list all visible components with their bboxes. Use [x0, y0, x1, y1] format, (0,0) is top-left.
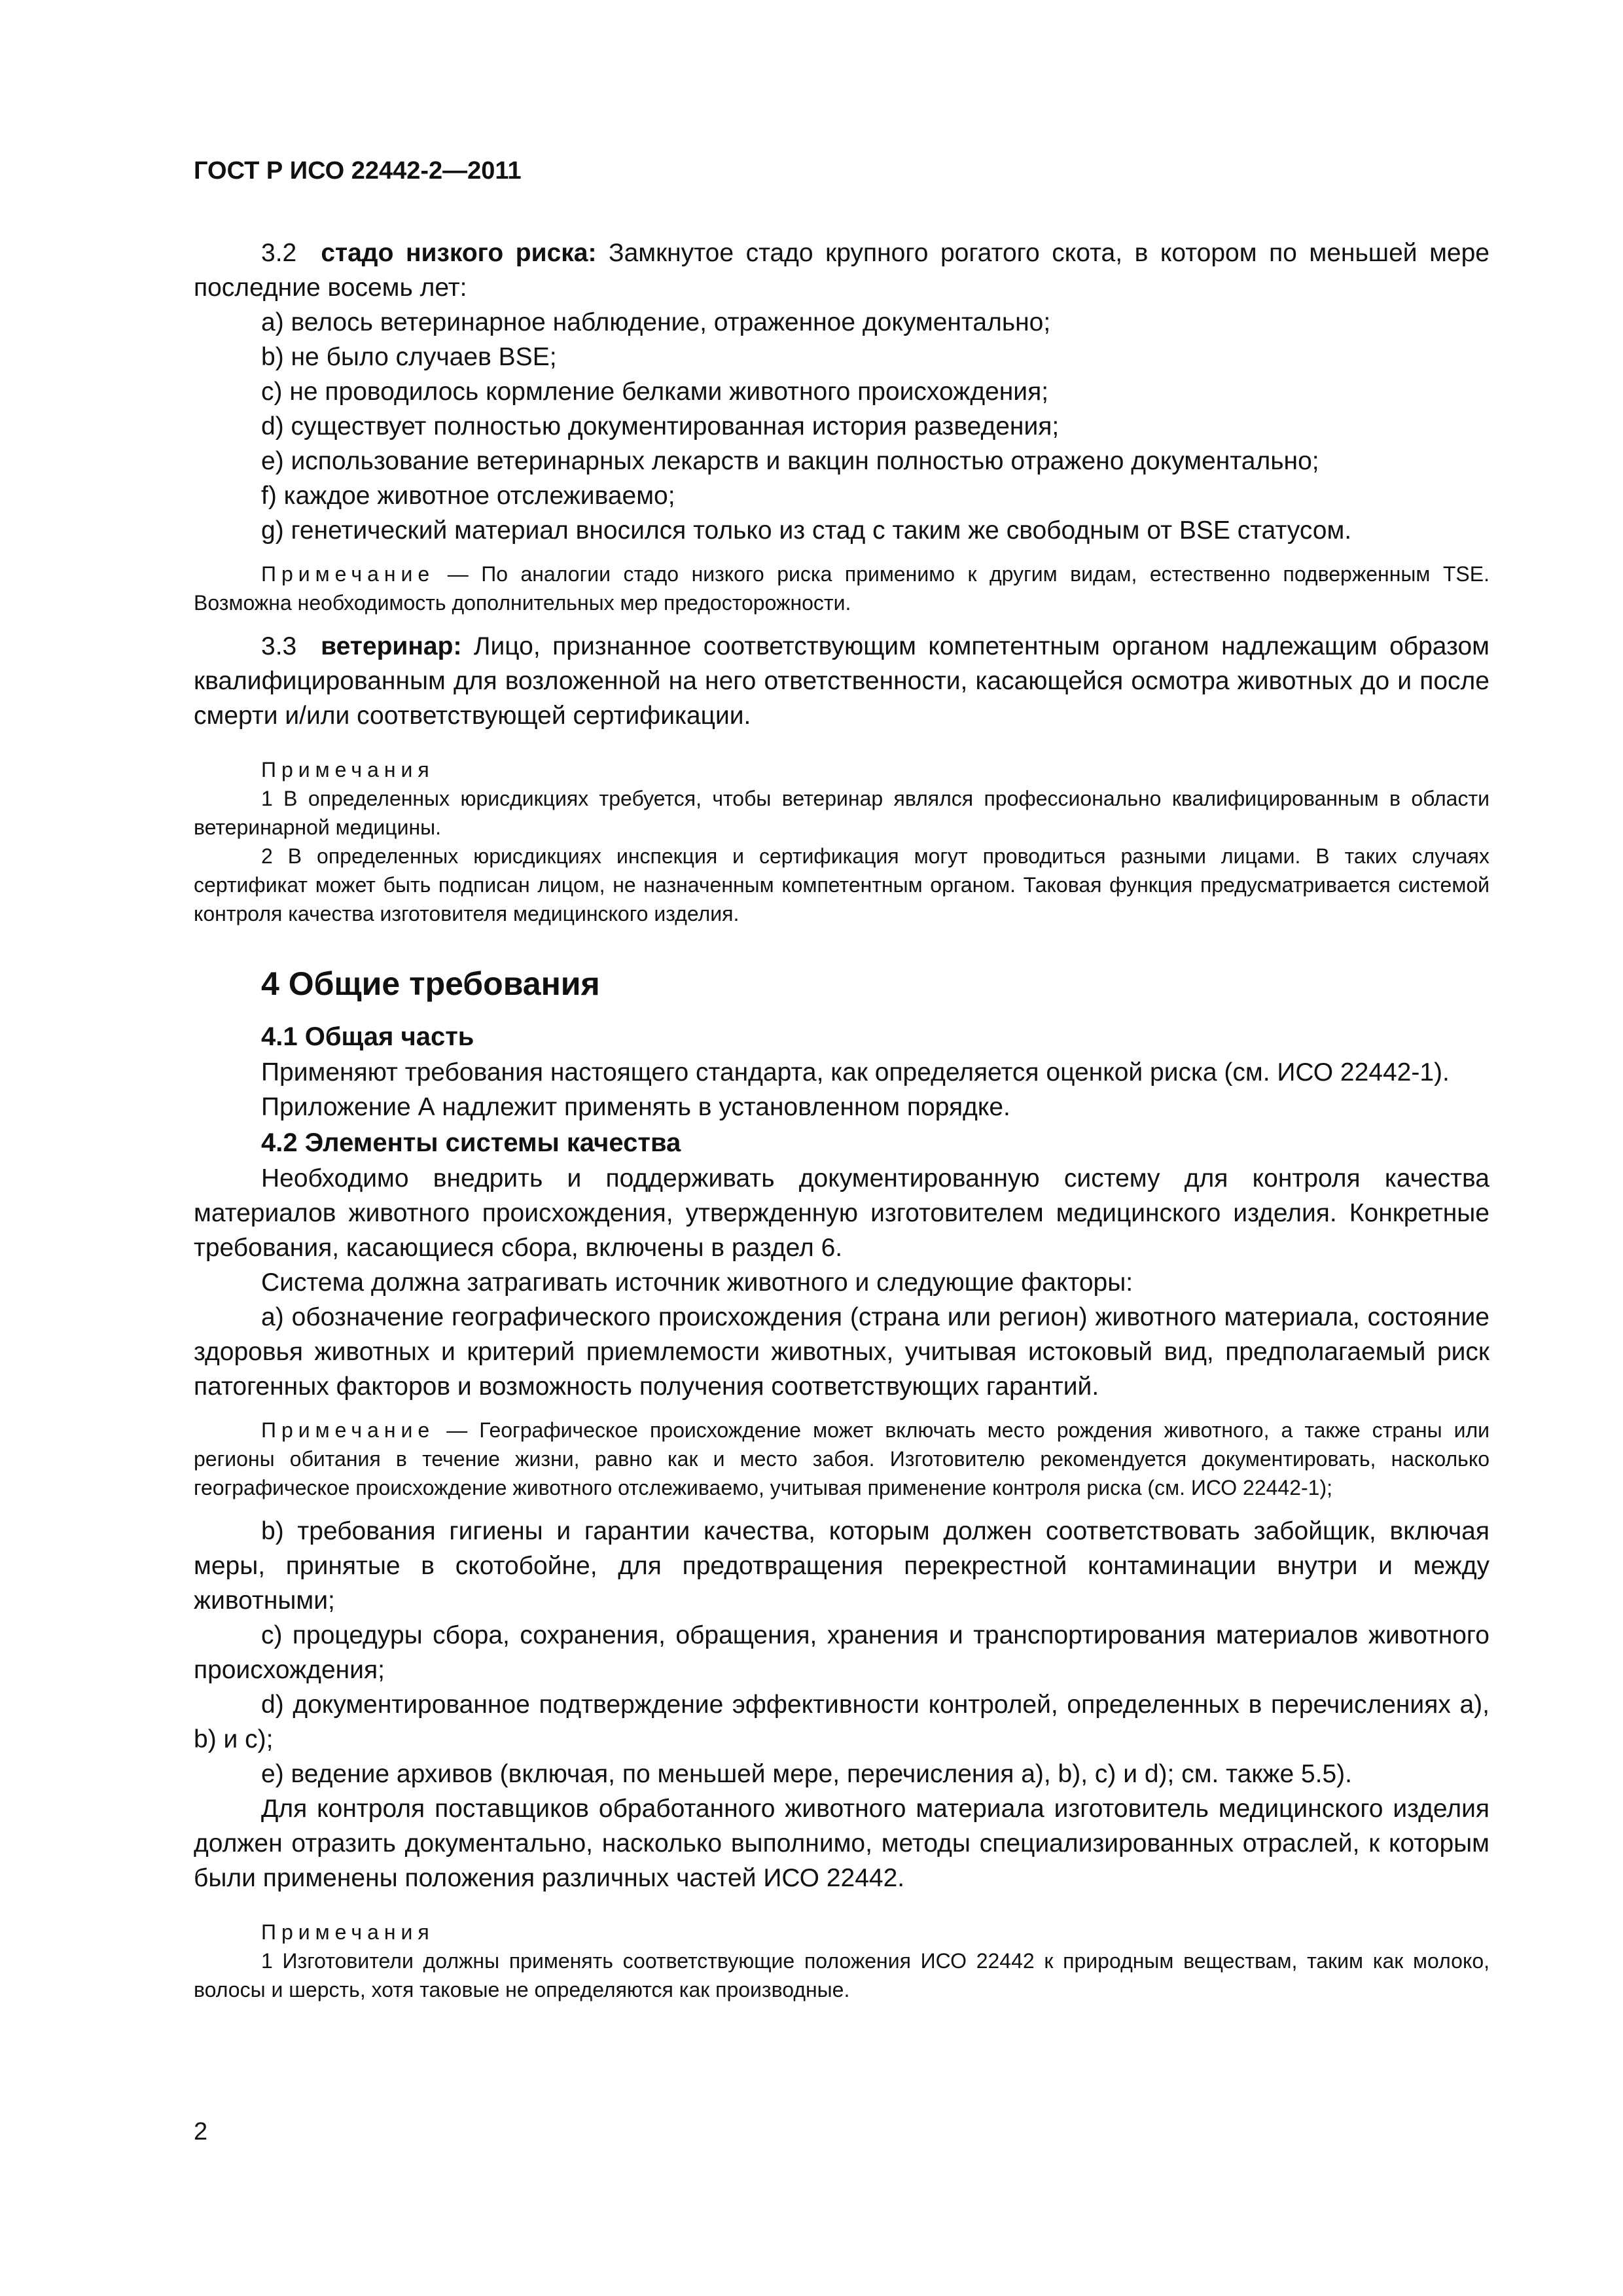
definition-3-2 — [194, 236, 1489, 305]
list-item: b) требования гигиены и гарантии качества, которым должен соответствовать забойщик, включая меры, принятые в скотобойне, для предотвращения перекрестной контаминации внутри и между животными; — [194, 1517, 1489, 1615]
document-body — [194, 236, 1489, 2004]
note-4-2 — [194, 1416, 1489, 1502]
list-item: c) процедуры сбора, сохранения, обращения, хранения и транспортирования материалов животного происхождения; — [194, 1621, 1489, 1684]
note-label: Примечание — [261, 562, 435, 586]
clause-number: 3.3 — [261, 632, 297, 660]
list-item: c) не проводилось кормление белками животного происхождения; — [261, 378, 1049, 406]
paragraph: Приложение А надлежит применять в установленном порядке. — [261, 1093, 1010, 1121]
clause-number: 3.2 — [261, 239, 297, 267]
term: ветеринар: — [321, 632, 462, 660]
page-number: 2 — [194, 2118, 208, 2145]
list-item: d) документированное подтверждение эффективности контролей, определенных в перечислениях a), b) и c); — [194, 1691, 1489, 1753]
definition-text: Замкнутое стадо крупного рогатого скота, в котором по меньшей мере последние восемь лет: — [194, 239, 1489, 302]
list-item: b) не было случаев BSE; — [261, 343, 557, 371]
definition-text: Лицо, признанное соответствующим компетентным органом надлежащим образом квалифицированным для возложенной на него ответственности, касающейся осмотра животных до и после смерти и/или соответствующей сертификации. — [194, 632, 1489, 730]
subsection-title: 4.2 Элементы системы качества — [261, 1128, 681, 1157]
term: стадо низкого риска: — [321, 239, 597, 267]
list-item: a) обозначение географического происхождения (страна или регион) животного материала, состояние здоровья животных и критерий приемлемости животных, учитывая истоковый вид, предполагаемый риск патогенных факторов и возможность получения соответствующих гарантий. — [194, 1303, 1489, 1401]
note-item: 1 Изготовители должны применять соответствующие положения ИСО 22442 к природным веществам, таким как молоко, волосы и шерсть, хотя таковые не определяются как производные. — [194, 1949, 1489, 2001]
list-item: a) велось ветеринарное наблюдение, отраженное документально; — [261, 308, 1051, 336]
notes-label: Примечания — [261, 1920, 435, 1944]
list-item: g) генетический материал вносился только из стад с таким же свободным от BSE статусом. — [261, 516, 1352, 545]
paragraph: Необходимо внедрить и поддерживать документированную систему для контроля качества материалов животного происхождения, утвержденную изготовителем медицинского изделия. Конкретные требования, касающиеся сбора, включены в раздел 6. — [194, 1164, 1489, 1262]
list-item: e) ведение архивов (включая, по меньшей мере, перечисления a), b), c) и d); см. также 5.5). — [261, 1760, 1353, 1788]
paragraph: Система должна затрагивать источник животного и следующие факторы: — [261, 1268, 1133, 1297]
list-item: d) существует полностью документированная история разведения; — [261, 412, 1060, 440]
note-item: 1 В определенных юрисдикциях требуется, чтобы ветеринар являлся профессионально квалифицированным в области ветеринарной медицины. — [194, 787, 1489, 839]
notes-label: Примечания — [261, 758, 435, 781]
note-item: 2 В определенных юрисдикциях инспекция и сертификация могут проводиться разными лицами. В таких случаях сертификат может быть подписан лицом, не назначенным компетентным органом. Таковая функция предусматривается системой контроля качества изготовителя медицинского изделия. — [194, 844, 1489, 925]
note-label: Примечание — [261, 1418, 435, 1442]
section-title: 4 Общие требования — [261, 965, 600, 1002]
list-item: e) использование ветеринарных лекарств и вакцин полностью отражено документально; — [261, 447, 1319, 475]
list-item: f) каждое животное отслеживаемо; — [261, 482, 675, 510]
note-text: — По аналогии стадо низкого риска применимо к другим видам, естественно подверженным TSE. Возможна необходимость дополнительных мер предосторожности. — [194, 562, 1490, 615]
paragraph: Применяют требования настоящего стандарта, как определяется оценкой риска (см. ИСО 22442-1). — [261, 1058, 1450, 1086]
document-header: ГОСТ Р ИСО 22442-2—2011 — [194, 157, 522, 185]
definition-3-3 — [194, 629, 1489, 733]
subsection-title: 4.1 Общая часть — [261, 1022, 474, 1051]
note-3-2 — [194, 560, 1489, 617]
paragraph: Для контроля поставщиков обработанного животного материала изготовитель медицинского изделия должен отразить документально, насколько выполнимо, методы специализированных отраслей, к которым были применены положения различных частей ИСО 22442. — [194, 1795, 1489, 1892]
note-text: — Географическое происхождение может включать место рождения животного, а также страны или регионы обитания в течение жизни, равно как и место забоя. Изготовителю рекомендуется документировать, насколько географическое происхождение животного отслеживаемо, учитывая применение контроля риска (см. ИСО 22442-1); — [194, 1418, 1490, 1499]
